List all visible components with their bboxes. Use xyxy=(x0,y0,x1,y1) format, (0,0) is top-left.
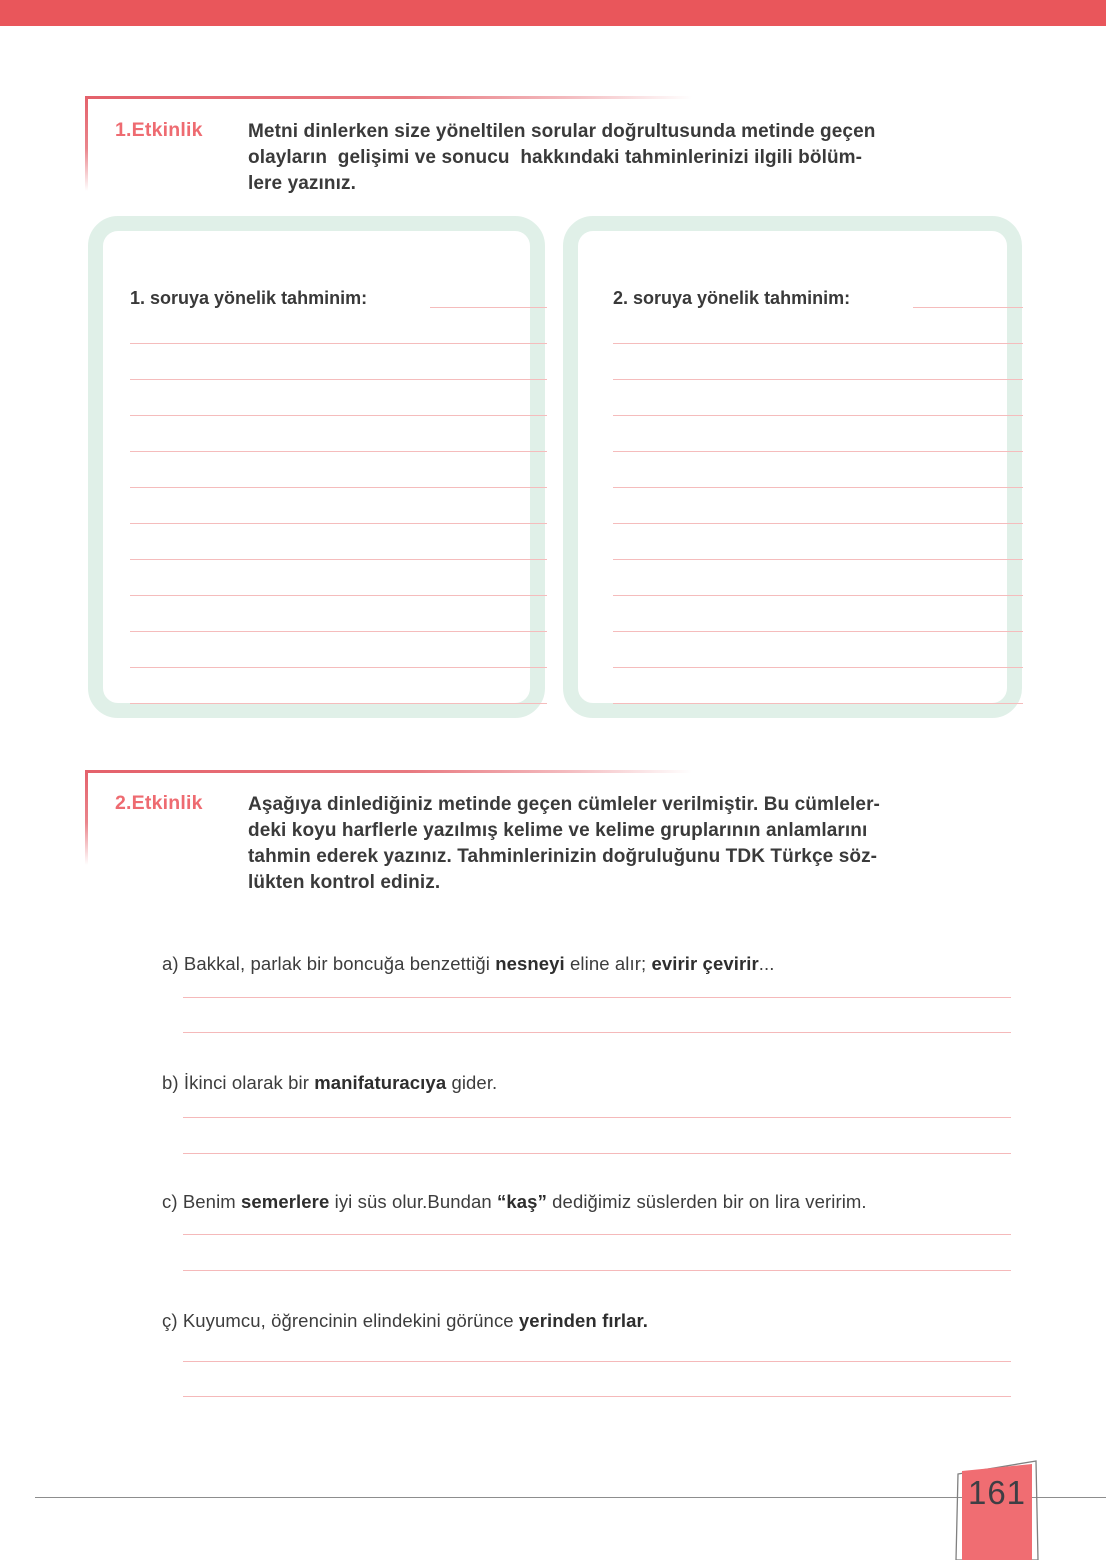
item-b-segment: b) İkinci olarak bir xyxy=(162,1072,315,1093)
item-b-segment: gider. xyxy=(446,1072,498,1093)
item-c-bold-term: “kaş” xyxy=(497,1191,547,1212)
activity2-instruction-line: lükten kontrol ediniz. xyxy=(248,872,441,893)
writing-line xyxy=(613,560,1023,596)
writing-line xyxy=(130,452,547,488)
item-c2-bold-term: yerinden fırlar. xyxy=(518,1310,649,1331)
item-b-bold-term: manifaturacıya xyxy=(314,1072,447,1093)
answer-line xyxy=(183,1153,1011,1154)
writing-line xyxy=(613,416,1023,452)
item-a-text xyxy=(162,953,775,975)
writing-line xyxy=(613,668,1023,704)
writing-line xyxy=(130,416,547,452)
writing-line xyxy=(130,596,547,632)
item-c-text xyxy=(162,1191,867,1213)
writing-line xyxy=(130,668,547,704)
footer-rule xyxy=(35,1497,1106,1498)
activity2-instruction-line: Aşağıya dinlediğiniz metinde geçen cümleler verilmiştir. Bu cümleler- xyxy=(248,794,880,815)
activity1-label: 1.Etkinlik xyxy=(115,119,203,141)
writing-line xyxy=(613,344,1023,380)
activity2-instruction-line: deki koyu harflerle yazılmış kelime ve kelime gruplarının anlamlarını xyxy=(248,820,868,841)
answer-line xyxy=(183,1396,1011,1397)
writing-line xyxy=(130,560,547,596)
writing-line xyxy=(613,596,1023,632)
item-a-segment: ... xyxy=(758,953,775,974)
writing-line xyxy=(613,380,1023,416)
prediction-box-2-label-row xyxy=(613,288,1023,308)
answer-line xyxy=(183,1270,1011,1271)
item-a-segment: a) Bakkal, parlak bir boncuğa benzettiği xyxy=(162,953,496,974)
activity1-instruction xyxy=(248,119,875,197)
activity1-instruction-line: olayların gelişimi ve sonucu hakkındaki tahminlerinizi ilgili bölüm- xyxy=(248,147,863,168)
activity2-instruction xyxy=(248,792,880,896)
writing-line xyxy=(613,632,1023,668)
writing-line xyxy=(130,380,547,416)
item-c-bold-term: semerlere xyxy=(241,1191,330,1212)
prediction-box-2 xyxy=(563,216,1022,718)
activity1-top-rule xyxy=(85,96,1005,99)
activity2-top-rule xyxy=(85,770,1005,773)
answer-line xyxy=(183,1361,1011,1362)
activity1-left-rule xyxy=(85,96,88,191)
answer-line xyxy=(183,1032,1011,1033)
item-a-bold-term: evirir çevirir xyxy=(651,953,759,974)
item-c2-text xyxy=(162,1310,648,1332)
activity1-instruction-line: lere yazınız. xyxy=(248,173,356,194)
writing-line xyxy=(613,488,1023,524)
prediction-box-1-lines xyxy=(130,308,547,704)
writing-line xyxy=(613,524,1023,560)
writing-line xyxy=(130,308,547,344)
activity2-label: 2.Etkinlik xyxy=(115,792,203,814)
prediction-box-2-label: 2. soruya yönelik tahminim: xyxy=(613,288,851,308)
writing-line xyxy=(130,488,547,524)
writing-line xyxy=(613,452,1023,488)
item-c-segment: dediğimiz süslerden bir on lira veririm. xyxy=(546,1191,867,1212)
top-bar xyxy=(0,0,1106,26)
writing-line xyxy=(613,308,1023,344)
page-number: 161 xyxy=(967,1474,1027,1511)
item-c-segment: iyi süs olur.Bundan xyxy=(329,1191,498,1212)
prediction-box-1-label: 1. soruya yönelik tahminim: xyxy=(130,288,368,308)
answer-line xyxy=(183,1234,1011,1235)
item-b-text xyxy=(162,1072,497,1094)
prediction-box-1 xyxy=(88,216,545,718)
answer-line xyxy=(183,1117,1011,1118)
activity2-instruction-line: tahmin ederek yazınız. Tahminlerinizin doğruluğunu TDK Türkçe söz- xyxy=(248,846,878,867)
item-a-bold-term: nesneyi xyxy=(495,953,565,974)
activity1-instruction-line: Metni dinlerken size yöneltilen sorular doğrultusunda metinde geçen xyxy=(248,121,876,142)
writing-line xyxy=(130,632,547,668)
activity2-left-rule xyxy=(85,770,88,865)
item-a-segment: eline alır; xyxy=(564,953,652,974)
writing-line xyxy=(130,344,547,380)
item-c-segment: c) Benim xyxy=(162,1191,242,1212)
item-c2-segment: ç) Kuyumcu, öğrencinin elindekini görünce xyxy=(162,1310,519,1331)
prediction-box-1-label-row xyxy=(130,288,547,308)
prediction-box-2-lines xyxy=(613,308,1023,704)
answer-line xyxy=(183,997,1011,998)
writing-line xyxy=(130,524,547,560)
